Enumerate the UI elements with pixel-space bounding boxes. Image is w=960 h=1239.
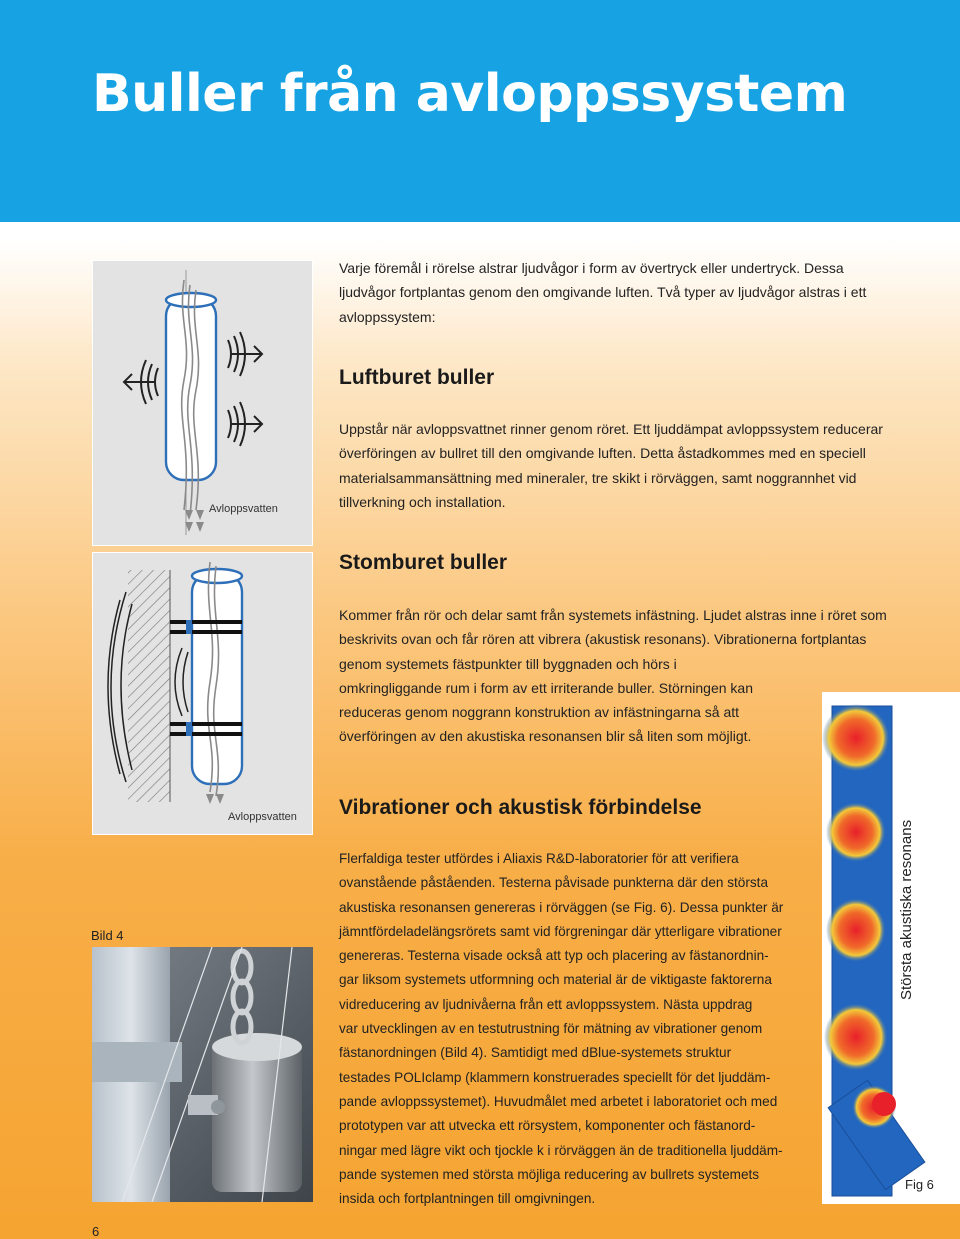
- text-line: Varje föremål i rörelse alstrar ljudvågor i form av övertryck eller undertryck. Dessa: [339, 260, 844, 276]
- resonance-pipe-illustration: [822, 692, 960, 1204]
- text-line: var utvecklingen av en testutrustning för mätning av vibrationer genom: [339, 1021, 763, 1037]
- test-rig-illustration: [92, 947, 313, 1202]
- airborne-paragraph: [339, 417, 899, 514]
- airborne-noise-diagram: [92, 260, 313, 546]
- figure-label: Avloppsvatten: [228, 811, 297, 823]
- resonance-axis-label: Största akustiska resonans: [898, 819, 915, 1000]
- text-line: omkringliggande rum i form av ett irriterande buller. Störningen kan: [339, 679, 753, 696]
- text-line: Kommer från rör och delar samt från systemets infästning. Ljudet alstras inne i röret som: [339, 607, 887, 623]
- text-line: beskrivits ovan och får rören att vibrera (akustisk resonans). Vibrationerna fortplantas: [339, 631, 867, 648]
- text-line: överföringen av den akustiska resonansen blir så liten som möjligt.: [339, 728, 752, 745]
- structure-borne-noise-diagram: [92, 552, 313, 835]
- text-line: ningar med lägre vikt och tjockle k i rörväggen än de traditionella ljuddäm-: [339, 1142, 783, 1158]
- text-line: reduceras genom noggrann konstruktion av infästningarna så att: [339, 704, 740, 721]
- page-number: 6: [92, 1224, 100, 1239]
- resonance-figure: [822, 692, 960, 1204]
- text-line: akustiska resonansen genereras i rörväggen (se Fig. 6). Dessa punkter är: [339, 899, 784, 915]
- text-line: testades POLIclamp (klammern konstruerades speciellt för det ljuddäm-: [339, 1069, 771, 1085]
- text-line: tillverkning och installation.: [339, 493, 506, 510]
- figure-label: Avloppsvatten: [209, 503, 278, 515]
- text-line: vidreducering av ljudnivåerna från ett avloppssystem. Nästa uppdrag: [339, 996, 753, 1012]
- text-line: fästanordningen (Bild 4). Samtidigt med dBlue-systemets struktur: [339, 1045, 732, 1061]
- text-line: överföringen av bullret till den omgivande luften. Detta åstadkommes med en speciell: [339, 445, 866, 462]
- text-line: materialsammansättning med mineraler, tre skikt i rörväggen, samt noggrannhet vid: [339, 469, 857, 486]
- text-line: Flerfaldiga tester utfördes i Aliaxis R&D-laboratorier för att verifiera: [339, 851, 739, 866]
- text-line: avloppssystem:: [339, 308, 436, 325]
- structure-borne-noise-illustration: [92, 552, 313, 835]
- section-heading-structure: Stomburet buller: [339, 551, 508, 574]
- text-line: insida och fortplantningen till omgivningen.: [339, 1191, 596, 1207]
- section-heading-airborne: Luftburet buller: [339, 366, 495, 389]
- text-line: jämntfördeladelängsrörets samt vid förgreningar där ytterligare vibrationer: [339, 923, 782, 939]
- text-line: genereras. Testerna visade också att typ och placering av fästanordnin-: [339, 948, 769, 964]
- section-heading-vibration: Vibrationer och akustisk förbindelse: [339, 796, 702, 819]
- title-banner: [0, 0, 960, 222]
- page-title: Buller från avloppssystem: [92, 64, 848, 124]
- text-line: pande avloppssystemet). Huvudmålet med arbetet i laboratoriet och med: [339, 1093, 778, 1109]
- text-line: genom systemets fästpunkter till byggnaden och hörs i: [339, 655, 677, 672]
- intro-paragraph: [339, 256, 899, 329]
- text-line: ljudvågor fortplantas genom den omgivande luften. Två typer av ljudvågor alstras i ett: [339, 284, 867, 301]
- test-rig-photo: [92, 947, 313, 1202]
- text-line: ovanstående påståenden. Testerna påvisade punkterna där den största: [339, 875, 769, 891]
- text-line: prototypen var att utvecka ett rörsystem, komponenter och fästanord-: [339, 1118, 756, 1134]
- vibration-paragraph: [339, 847, 809, 1211]
- text-line: pande systemen med största möjliga reducering av bullrets systemets: [339, 1166, 760, 1182]
- photo-label: Bild 4: [91, 928, 124, 943]
- text-line: Uppstår när avloppsvattnet rinner genom röret. Ett ljuddämpat avloppssystem reducerar: [339, 421, 883, 437]
- text-line: gar liksom systemets utformning och material är de viktigaste faktorerna: [339, 972, 772, 988]
- figure-label: Fig 6: [905, 1177, 934, 1192]
- structure-paragraph: [339, 603, 899, 749]
- airborne-noise-illustration: [92, 260, 313, 546]
